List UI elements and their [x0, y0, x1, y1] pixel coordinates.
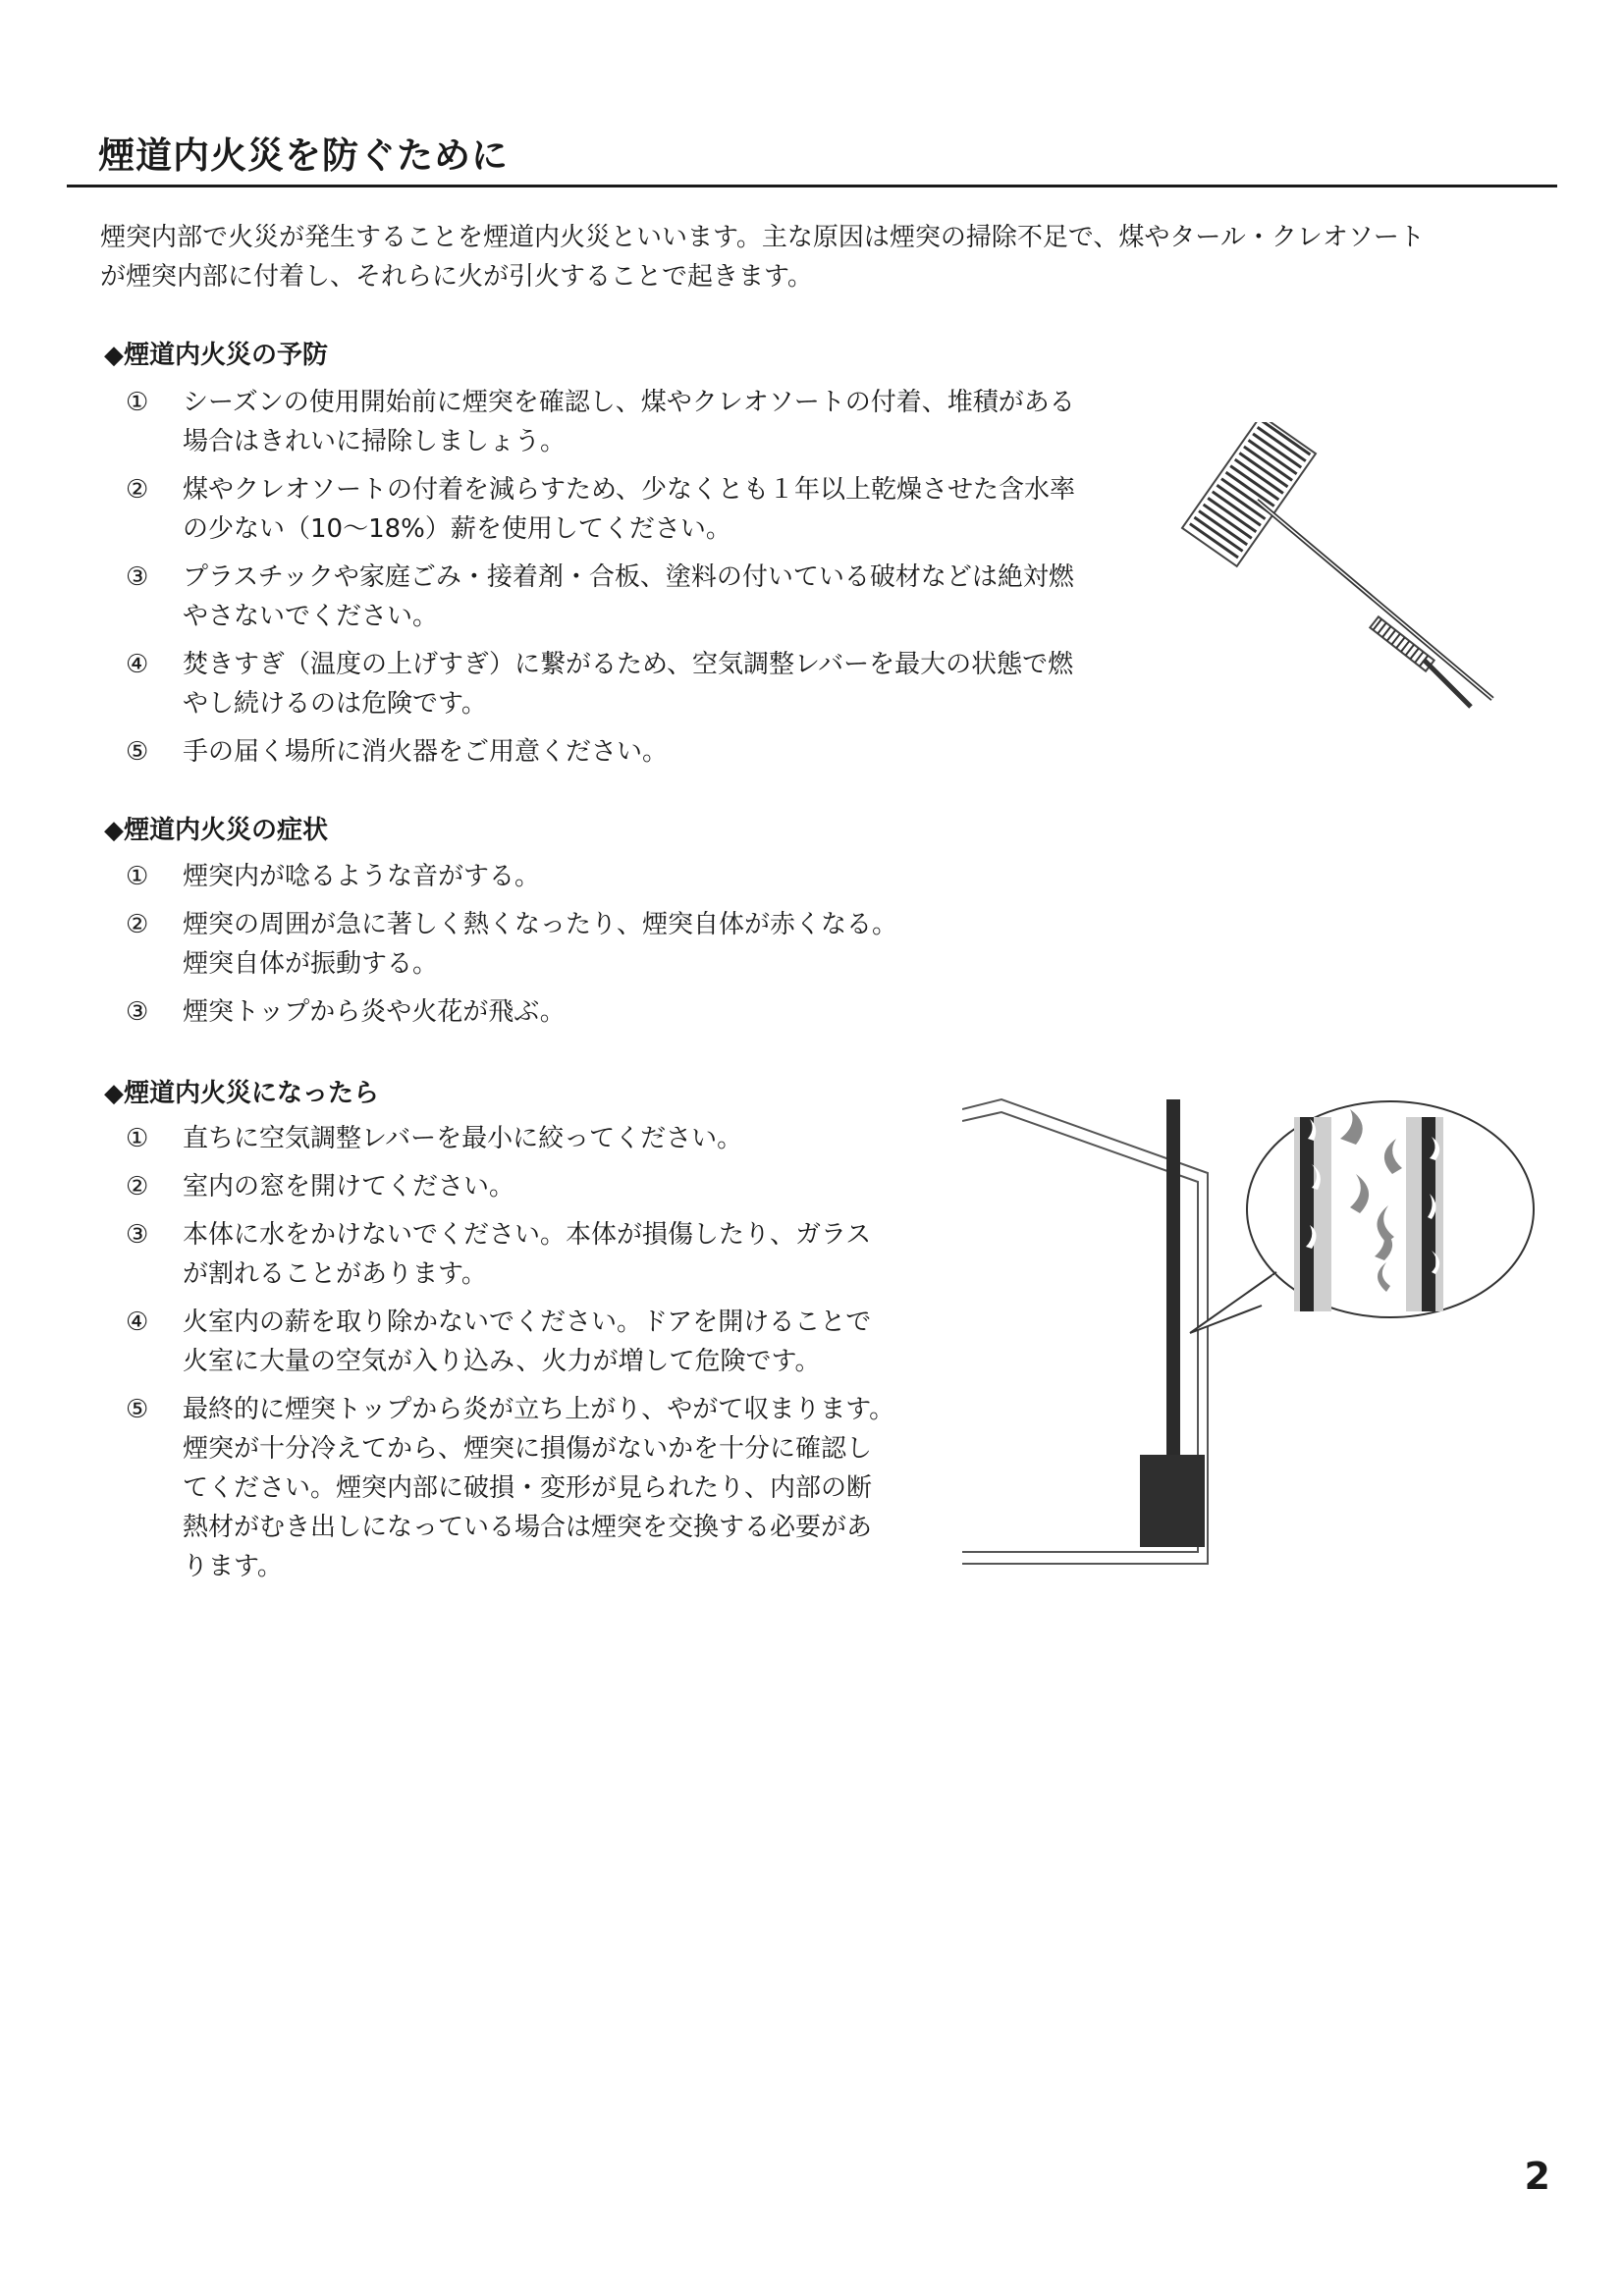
chimney-brush-illustration [1178, 422, 1512, 717]
item-text [183, 905, 897, 984]
brush-head [1182, 422, 1316, 566]
item-text [183, 558, 1074, 636]
intro-line: 煙突内部で火災が発生することを煙道内火災といいます。主な原因は煙突の掃除不足で、煤やタール・クレオソート [100, 223, 1425, 252]
item-line: やさないでください。 [183, 602, 439, 631]
wood-stove [1140, 1455, 1205, 1547]
item-line: 煙突トップから炎や火花が飛ぶ。 [183, 997, 566, 1027]
list-item [126, 905, 897, 984]
list-item [126, 1167, 894, 1206]
item-line: 煙突が十分冷えてから、煙突に損傷がないかを十分に確認し [183, 1434, 873, 1464]
item-text [183, 1119, 742, 1158]
list-item [126, 1303, 894, 1381]
item-number: ④ [126, 1308, 149, 1337]
item-line: 煙突自体が振動する。 [183, 949, 439, 979]
item-line: の少ない（10～18%）薪を使用してください。 [183, 514, 731, 544]
intro-paragraph [100, 218, 1553, 296]
item-text [183, 857, 540, 896]
item-text [183, 470, 1075, 549]
list-item [126, 732, 1075, 772]
small-brush-handle [1424, 660, 1471, 707]
item-text [183, 732, 668, 772]
chimney-pipe [1166, 1099, 1180, 1463]
item-text [183, 1167, 514, 1206]
item-line: 直ちに空気調整レバーを最小に絞ってください。 [183, 1124, 743, 1153]
prevention-list [126, 383, 1075, 780]
symptoms-heading: ◆煙道内火災の症状 [104, 816, 328, 845]
list-item [126, 857, 897, 896]
item-text [183, 1390, 894, 1586]
item-line: 室内の窓を開けてください。 [183, 1172, 515, 1201]
list-item [126, 992, 897, 1032]
item-text [183, 383, 1075, 461]
list-item [126, 470, 1075, 549]
item-text [183, 992, 566, 1032]
item-line: が割れることがあります。 [183, 1259, 487, 1289]
item-number: ④ [126, 650, 149, 679]
symptoms-list [126, 857, 897, 1041]
list-item [126, 1390, 894, 1586]
title-underline [67, 185, 1557, 187]
item-text [183, 645, 1073, 723]
item-line: 火室に大量の空気が入り込み、火力が増して危険です。 [183, 1347, 821, 1376]
item-text [183, 1303, 871, 1381]
item-number: ⑤ [126, 737, 149, 767]
item-line: 煙突内が唸るような音がする。 [183, 862, 541, 891]
chimney-fire-illustration [962, 1080, 1551, 1590]
response-list [126, 1119, 894, 1595]
item-line: 最終的に煙突トップから炎が立ち上がり、やがて収まります。 [183, 1395, 895, 1424]
item-number: ③ [126, 562, 149, 592]
page-title: 煙道内火災を防ぐために [98, 134, 509, 177]
item-line: 本体に水をかけないでください。本体が損傷したり、ガラス [183, 1220, 872, 1250]
item-number: ① [126, 1124, 149, 1153]
item-number: ③ [126, 1220, 149, 1250]
list-item [126, 645, 1075, 723]
item-line: プラスチックや家庭ごみ・接着剤・合板、塗料の付いている破材などは絶対燃 [183, 562, 1074, 592]
item-number: ③ [126, 997, 149, 1027]
list-item [126, 1215, 894, 1294]
item-number: ② [126, 1172, 149, 1201]
item-number: ① [126, 862, 149, 891]
list-item [126, 558, 1075, 636]
intro-line: が煙突内部に付着し、それらに火が引火することで起きます。 [100, 262, 813, 292]
item-line: 煙突の周囲が急に著しく熱くなったり、煙突自体が赤くなる。 [183, 910, 898, 939]
item-number: ② [126, 910, 149, 939]
item-text [183, 1215, 871, 1294]
list-item [126, 1119, 894, 1158]
page-number: 2 [1524, 2155, 1550, 2198]
item-line: ります。 [183, 1552, 283, 1581]
item-line: 熱材がむき出しになっている場合は煙突を交換する必要があ [183, 1513, 873, 1542]
item-line: てください。煙突内部に破損・変形が見られたり、内部の断 [183, 1473, 873, 1503]
item-number: ② [126, 475, 149, 505]
item-line: 焚きすぎ（温度の上げすぎ）に繋がるため、空気調整レバーを最大の状態で燃 [183, 650, 1074, 679]
prevention-heading: ◆煙道内火災の予防 [104, 341, 328, 370]
item-line: シーズンの使用開始前に煙突を確認し、煤やクレオソートの付着、堆積がある [183, 388, 1075, 417]
list-item [126, 383, 1075, 461]
item-line: 火室内の薪を取り除かないでください。ドアを開けることで [183, 1308, 872, 1337]
item-line: 煤やクレオソートの付着を減らすため、少なくとも１年以上乾燥させた含水率 [183, 475, 1075, 505]
item-line: 手の届く場所に消火器をご用意ください。 [183, 737, 669, 767]
item-line: 場合はきれいに掃除しましょう。 [183, 427, 567, 456]
response-heading: ◆煙道内火災になったら [104, 1079, 379, 1108]
item-line: やし続けるのは危険です。 [183, 689, 487, 719]
speech-bubble [1190, 1101, 1534, 1333]
item-number: ① [126, 388, 149, 417]
item-number: ⑤ [126, 1395, 149, 1424]
